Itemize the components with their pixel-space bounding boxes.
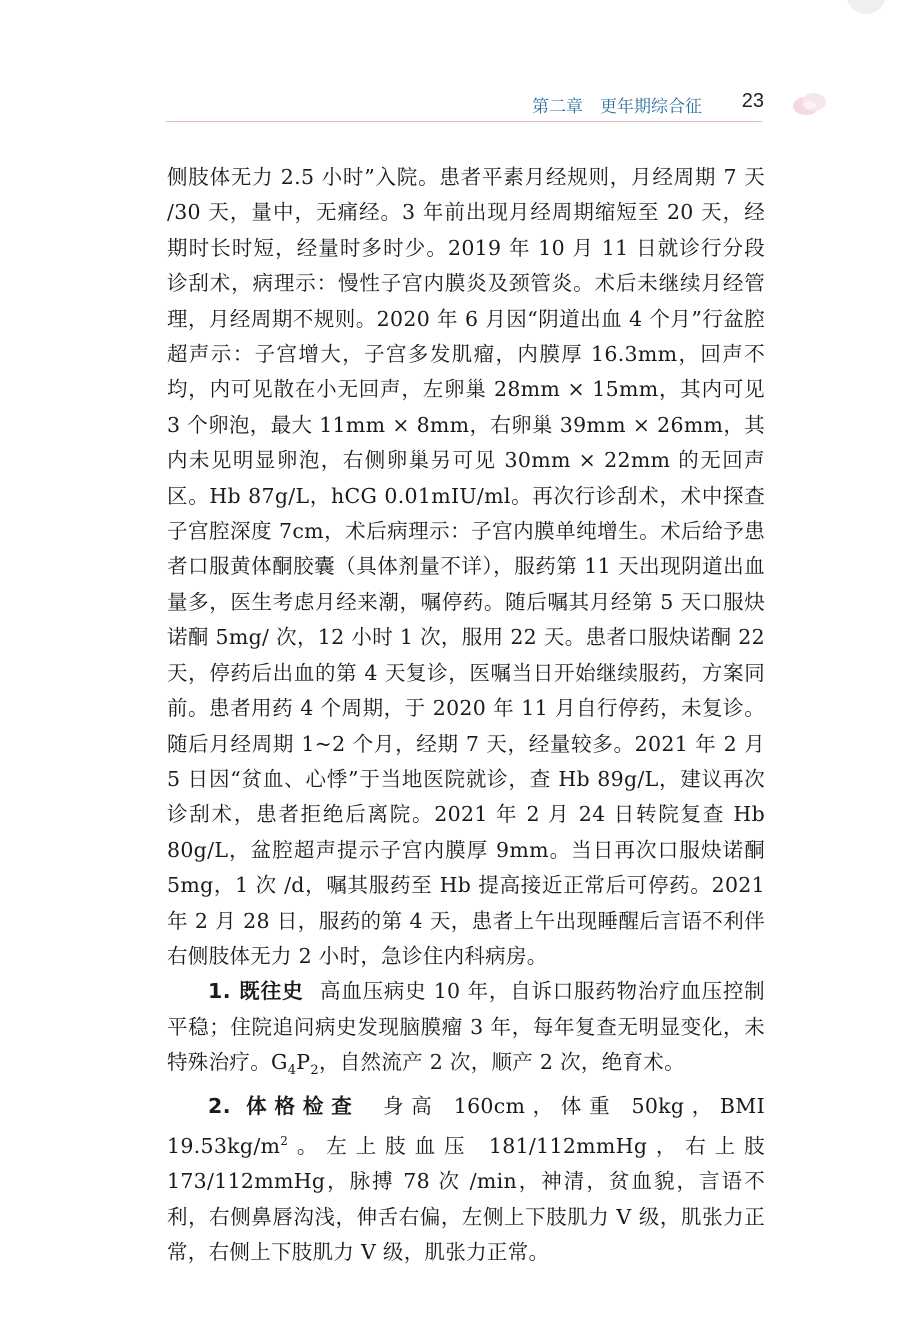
para-subscript: 2 xyxy=(310,1063,319,1079)
physical-exam-text-end: 。左上肢血压 181/112mmHg，右上肢 173/112mmHg，脉搏 78 次 /min，神清，贫血貌，言语不利，右侧鼻唇沟浅，伸舌右偏，左侧上下肢肌力 Ⅴ 级，肌张力正常，右侧上下肢肌力 Ⅴ 级，肌张力正常。 xyxy=(167,1133,765,1265)
corner-tab-decoration xyxy=(846,0,886,14)
physical-exam-paragraph xyxy=(167,1089,765,1271)
past-history-text: 高血压病史 10 年，自诉口服药物治疗血压控制平稳；住院追问病史发现脑膜瘤 3 年，每年复查无明显变化，未特殊治疗。G xyxy=(167,979,765,1075)
past-history-heading: 1. 既往史 xyxy=(208,979,304,1004)
page-number: 23 xyxy=(741,90,764,112)
past-history-text-end: ，自然流产 2 次，顺产 2 次，绝育术。 xyxy=(318,1050,685,1075)
physical-exam-heading: 2. 体格检查 xyxy=(208,1093,360,1118)
para-letter: P xyxy=(296,1050,311,1075)
flower-petal-icon xyxy=(792,90,828,118)
bmi-superscript: 2 xyxy=(280,1134,289,1149)
past-history-paragraph xyxy=(167,974,765,1088)
case-history-paragraph: 侧肢体无力 2.5 小时”入院。患者平素月经规则，月经周期 7 天 /30 天，量中，无痛经。3 年前出现月经周期缩短至 20 天，经期时长时短，经量时多时少。2019 年 10 月 11 日就诊行分段诊刮术，病理示：慢性子宫内膜炎及颈管炎。术后未继续月经管理，月经周期不规则。2020 年 6 月因“阴道出血 4 个月”行盆腔超声示：子宫增大，子宫多发肌瘤，内膜厚 16.3mm，回声不均，内可见散在小无回声，左卵巢 28mm × 15mm，其内可见 3 个卵泡，最大 11mm × 8mm，右卵巢 39mm × 26mm，其内未见明显卵泡，右侧卵巢另可见 30mm × 22mm 的无回声区。Hb 87g/L，hCG 0.01mIU/ml。再次行诊刮术，术中探查子宫腔深度 7cm，术后病理示：子宫内膜单纯增生。术后给予患者口服黄体酮胶囊（具体剂量不详），服药第 11 天出现阴道出血量多，医生考虑月经来潮，嘱停药。随后嘱其月经第 5 天口服炔诺酮 5mg/ 次，12 小时 1 次，服用 22 天。患者口服炔诺酮 22 天，停药后出血的第 4 天复诊，医嘱当日开始继续服药，方案同前。患者用药 4 个周期，于 2020 年 11 月自行停药，未复诊。随后月经周期 1~2 个月，经期 7 天，经量较多。2021 年 2 月 5 日因“贫血、心悸”于当地医院就诊，查 Hb 89g/L，建议再次诊刮术，患者拒绝后离院。2021 年 2 月 24 日转院复查 Hb 80g/L，盆腔超声提示子宫内膜厚 9mm。当日再次口服炔诺酮 5mg，1 次 /d，嘱其服药至 Hb 提高接近正常后可停药。2021 年 2 月 28 日，服药的第 4 天，患者上午出现睡醒后言语不利伴右侧肢体无力 2 小时，急诊住内科病房。 xyxy=(167,165,765,968)
chapter-title: 第二章 更年期综合征 xyxy=(532,97,702,117)
running-header xyxy=(0,86,900,126)
physical-exam-text: 身高 160cm，体重 50kg，BMI 19.53kg/m xyxy=(167,1093,765,1158)
gravida-subscript: 4 xyxy=(287,1063,297,1079)
page-body xyxy=(167,160,765,1271)
header-rule xyxy=(166,121,762,122)
